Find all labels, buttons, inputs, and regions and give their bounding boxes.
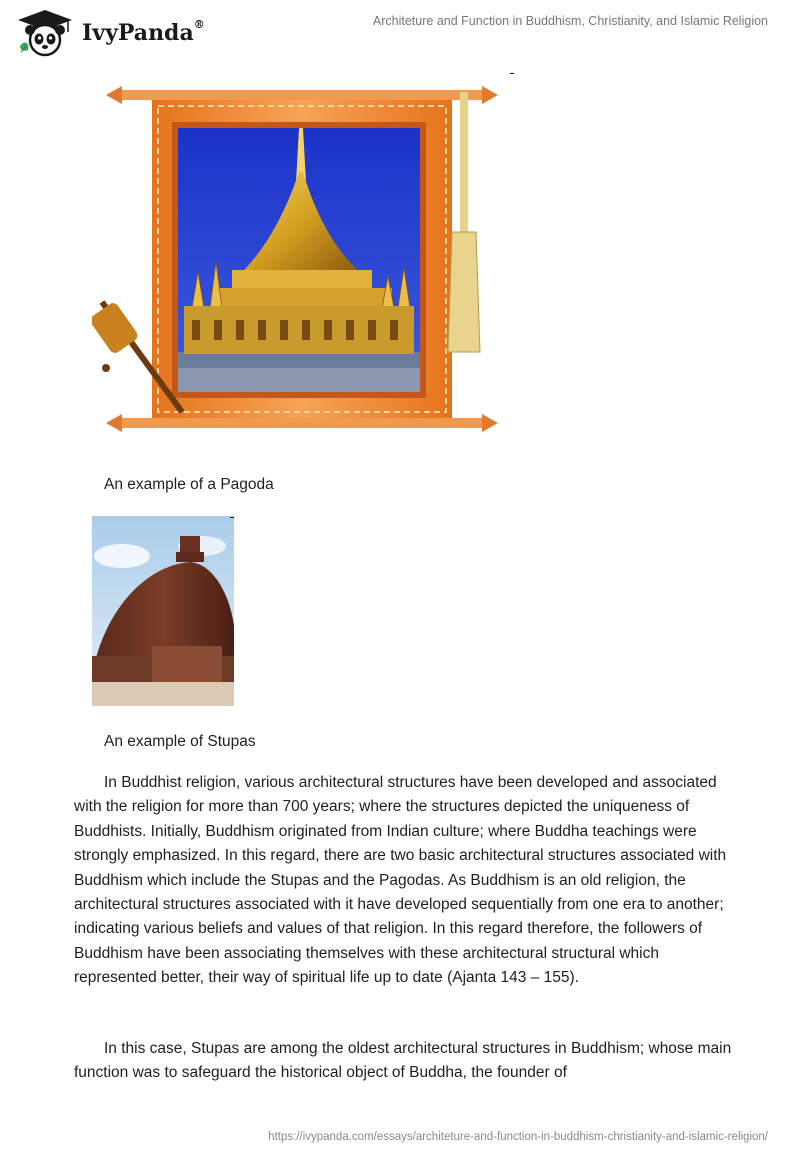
page-header	[0, 0, 800, 60]
document-title: Architeture and Function in Buddhism, Christianity, and Islamic Religion	[372, 14, 768, 28]
pagoda-image	[92, 72, 512, 442]
body-paragraph: In Buddhist religion, various architectural structures have been developed and associated with the religion for more than 700 years; where the structures depicted the uniqueness of Buddhists. Initially, Buddhism originated from Indian culture; where Buddha teachings were strongly emphasized. In this regard, there are two basic architectural structures associated with Buddhism which include the Stupas and the Pagodas. As Buddhism is an old religion, the architectural structures associated with it have developed sequentially from one era to another; indicating various beliefs and values of that religion. In this regard therefore, the followers of Buddhism have been associating themselves with these architectural structural which represented better, their way of spiritual life up to date (Ajanta 143 – 155).	[74, 774, 727, 987]
body-paragraph: In this case, Stupas are among the oldest architectural structures in Buddhism; whose main function was to safeguard the historical object of Buddha, the founder of	[74, 1040, 732, 1082]
stupa-caption: An example of Stupas	[104, 733, 256, 750]
source-url[interactable]: https://ivypanda.com/essays/architeture-and-function-in-buddhism-christianity-and-islamic-religion/	[268, 1131, 768, 1143]
image-marker	[510, 73, 514, 74]
image-marker	[230, 517, 234, 518]
ivypanda-logo[interactable]	[14, 8, 204, 58]
brand-name: IvyPanda®	[82, 18, 205, 46]
panda-graduate-icon	[14, 8, 76, 58]
pagoda-caption: An example of a Pagoda	[104, 476, 274, 493]
stupa-image	[92, 516, 234, 706]
